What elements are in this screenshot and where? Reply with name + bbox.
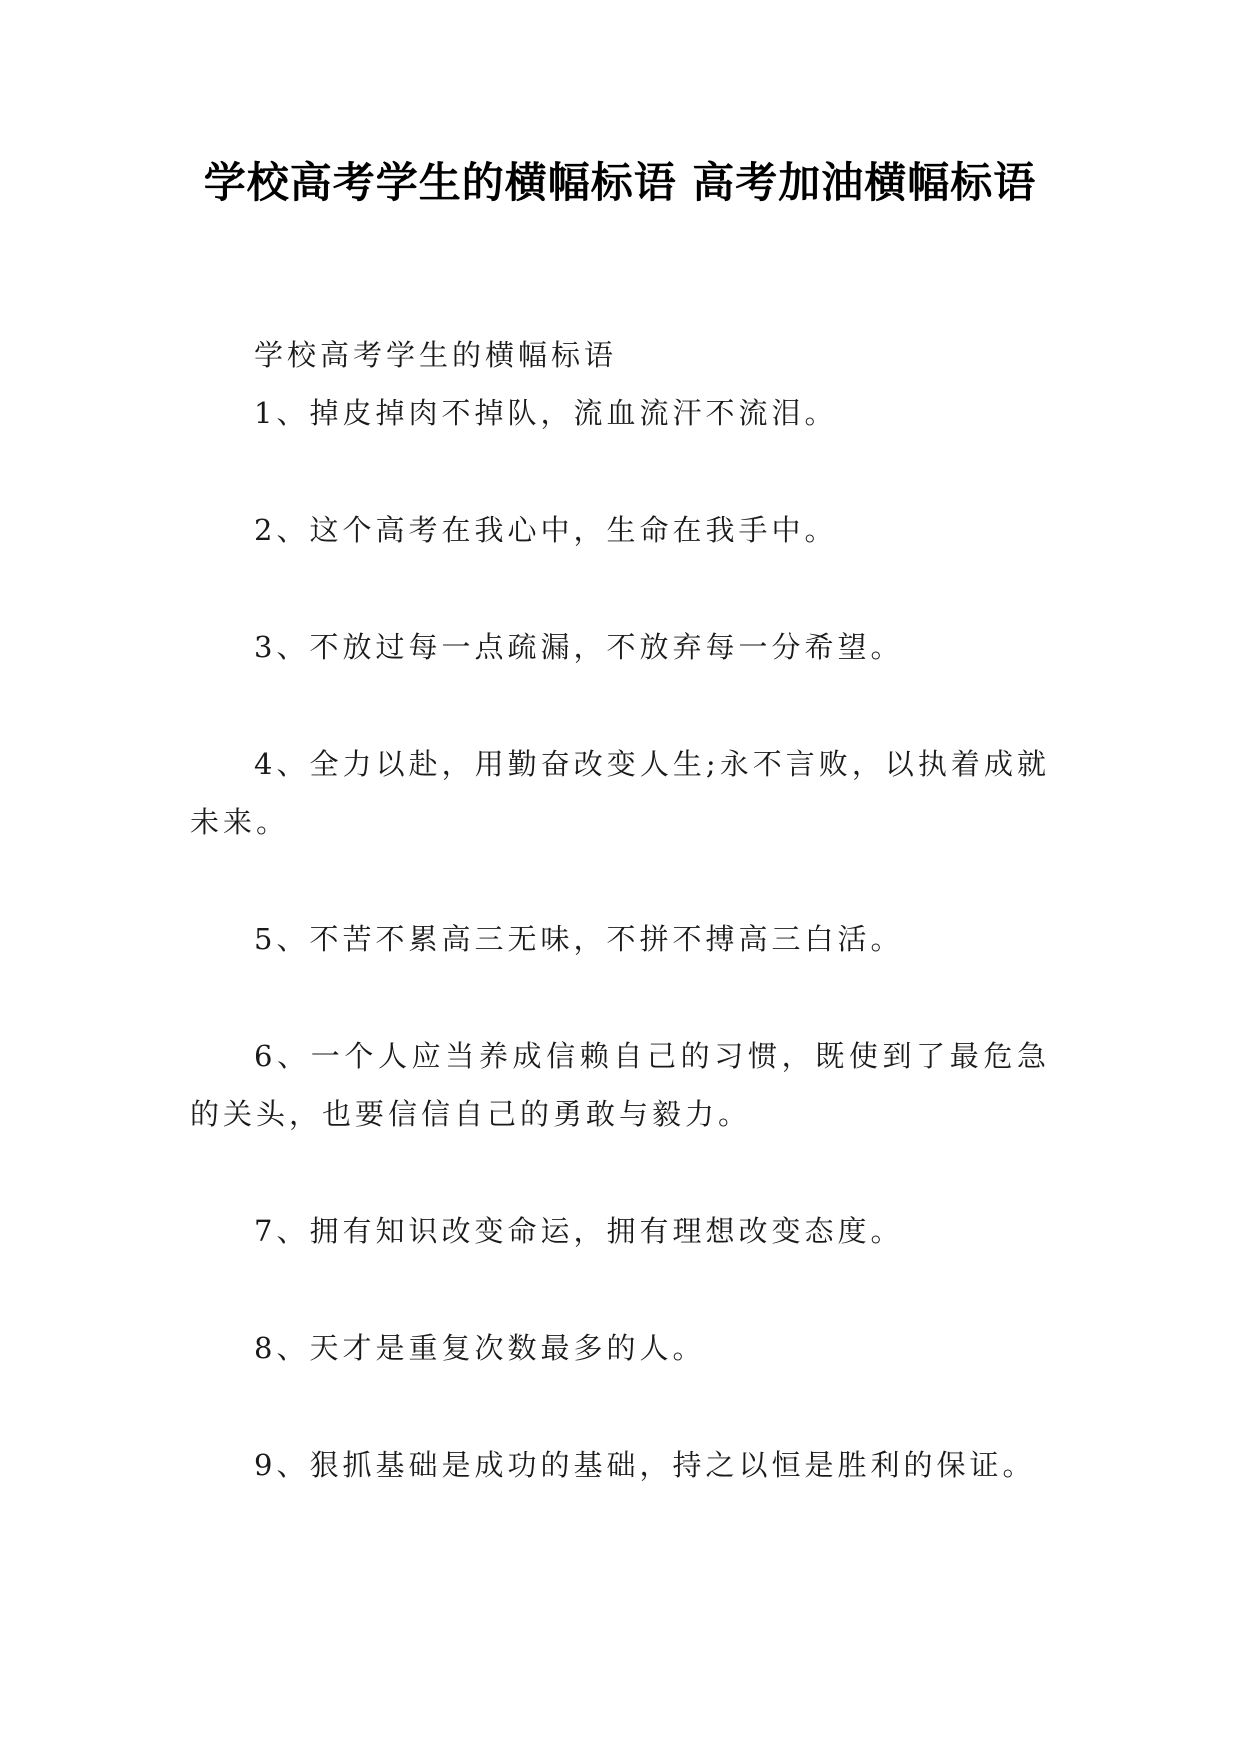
slogan-list	[190, 384, 1050, 1494]
slogan-item-1: 1、掉皮掉肉不掉队，流血流汗不流泪。	[254, 396, 838, 430]
document-title: 学校高考学生的横幅标语 高考加油横幅标语	[203, 158, 1037, 207]
slogan-item-2: 2、这个高考在我心中，生命在我手中。	[254, 513, 838, 547]
slogan-item-9: 9、狠抓基础是成功的基础，持之以恒是胜利的保证。	[254, 1448, 1036, 1482]
slogan-item-5: 5、不苦不累高三无味，不拼不搏高三白活。	[254, 922, 904, 956]
slogan-item-3: 3、不放过每一点疏漏，不放弃每一分希望。	[254, 630, 904, 664]
slogan-item-6: 6、一个人应当养成信赖自己的习惯，既使到了最危急的关头，也要信信自己的勇敢与毅力。	[190, 1039, 1050, 1131]
slogan-item-8: 8、天才是重复次数最多的人。	[254, 1331, 706, 1365]
document-page	[190, 150, 1050, 1553]
section-heading: 学校高考学生的横幅标语	[254, 338, 618, 372]
slogan-item-7: 7、拥有知识改变命运，拥有理想改变态度。	[254, 1214, 904, 1248]
slogan-item-4: 4、全力以赴，用勤奋改变人生;永不言败，以执着成就未来。	[190, 747, 1050, 839]
